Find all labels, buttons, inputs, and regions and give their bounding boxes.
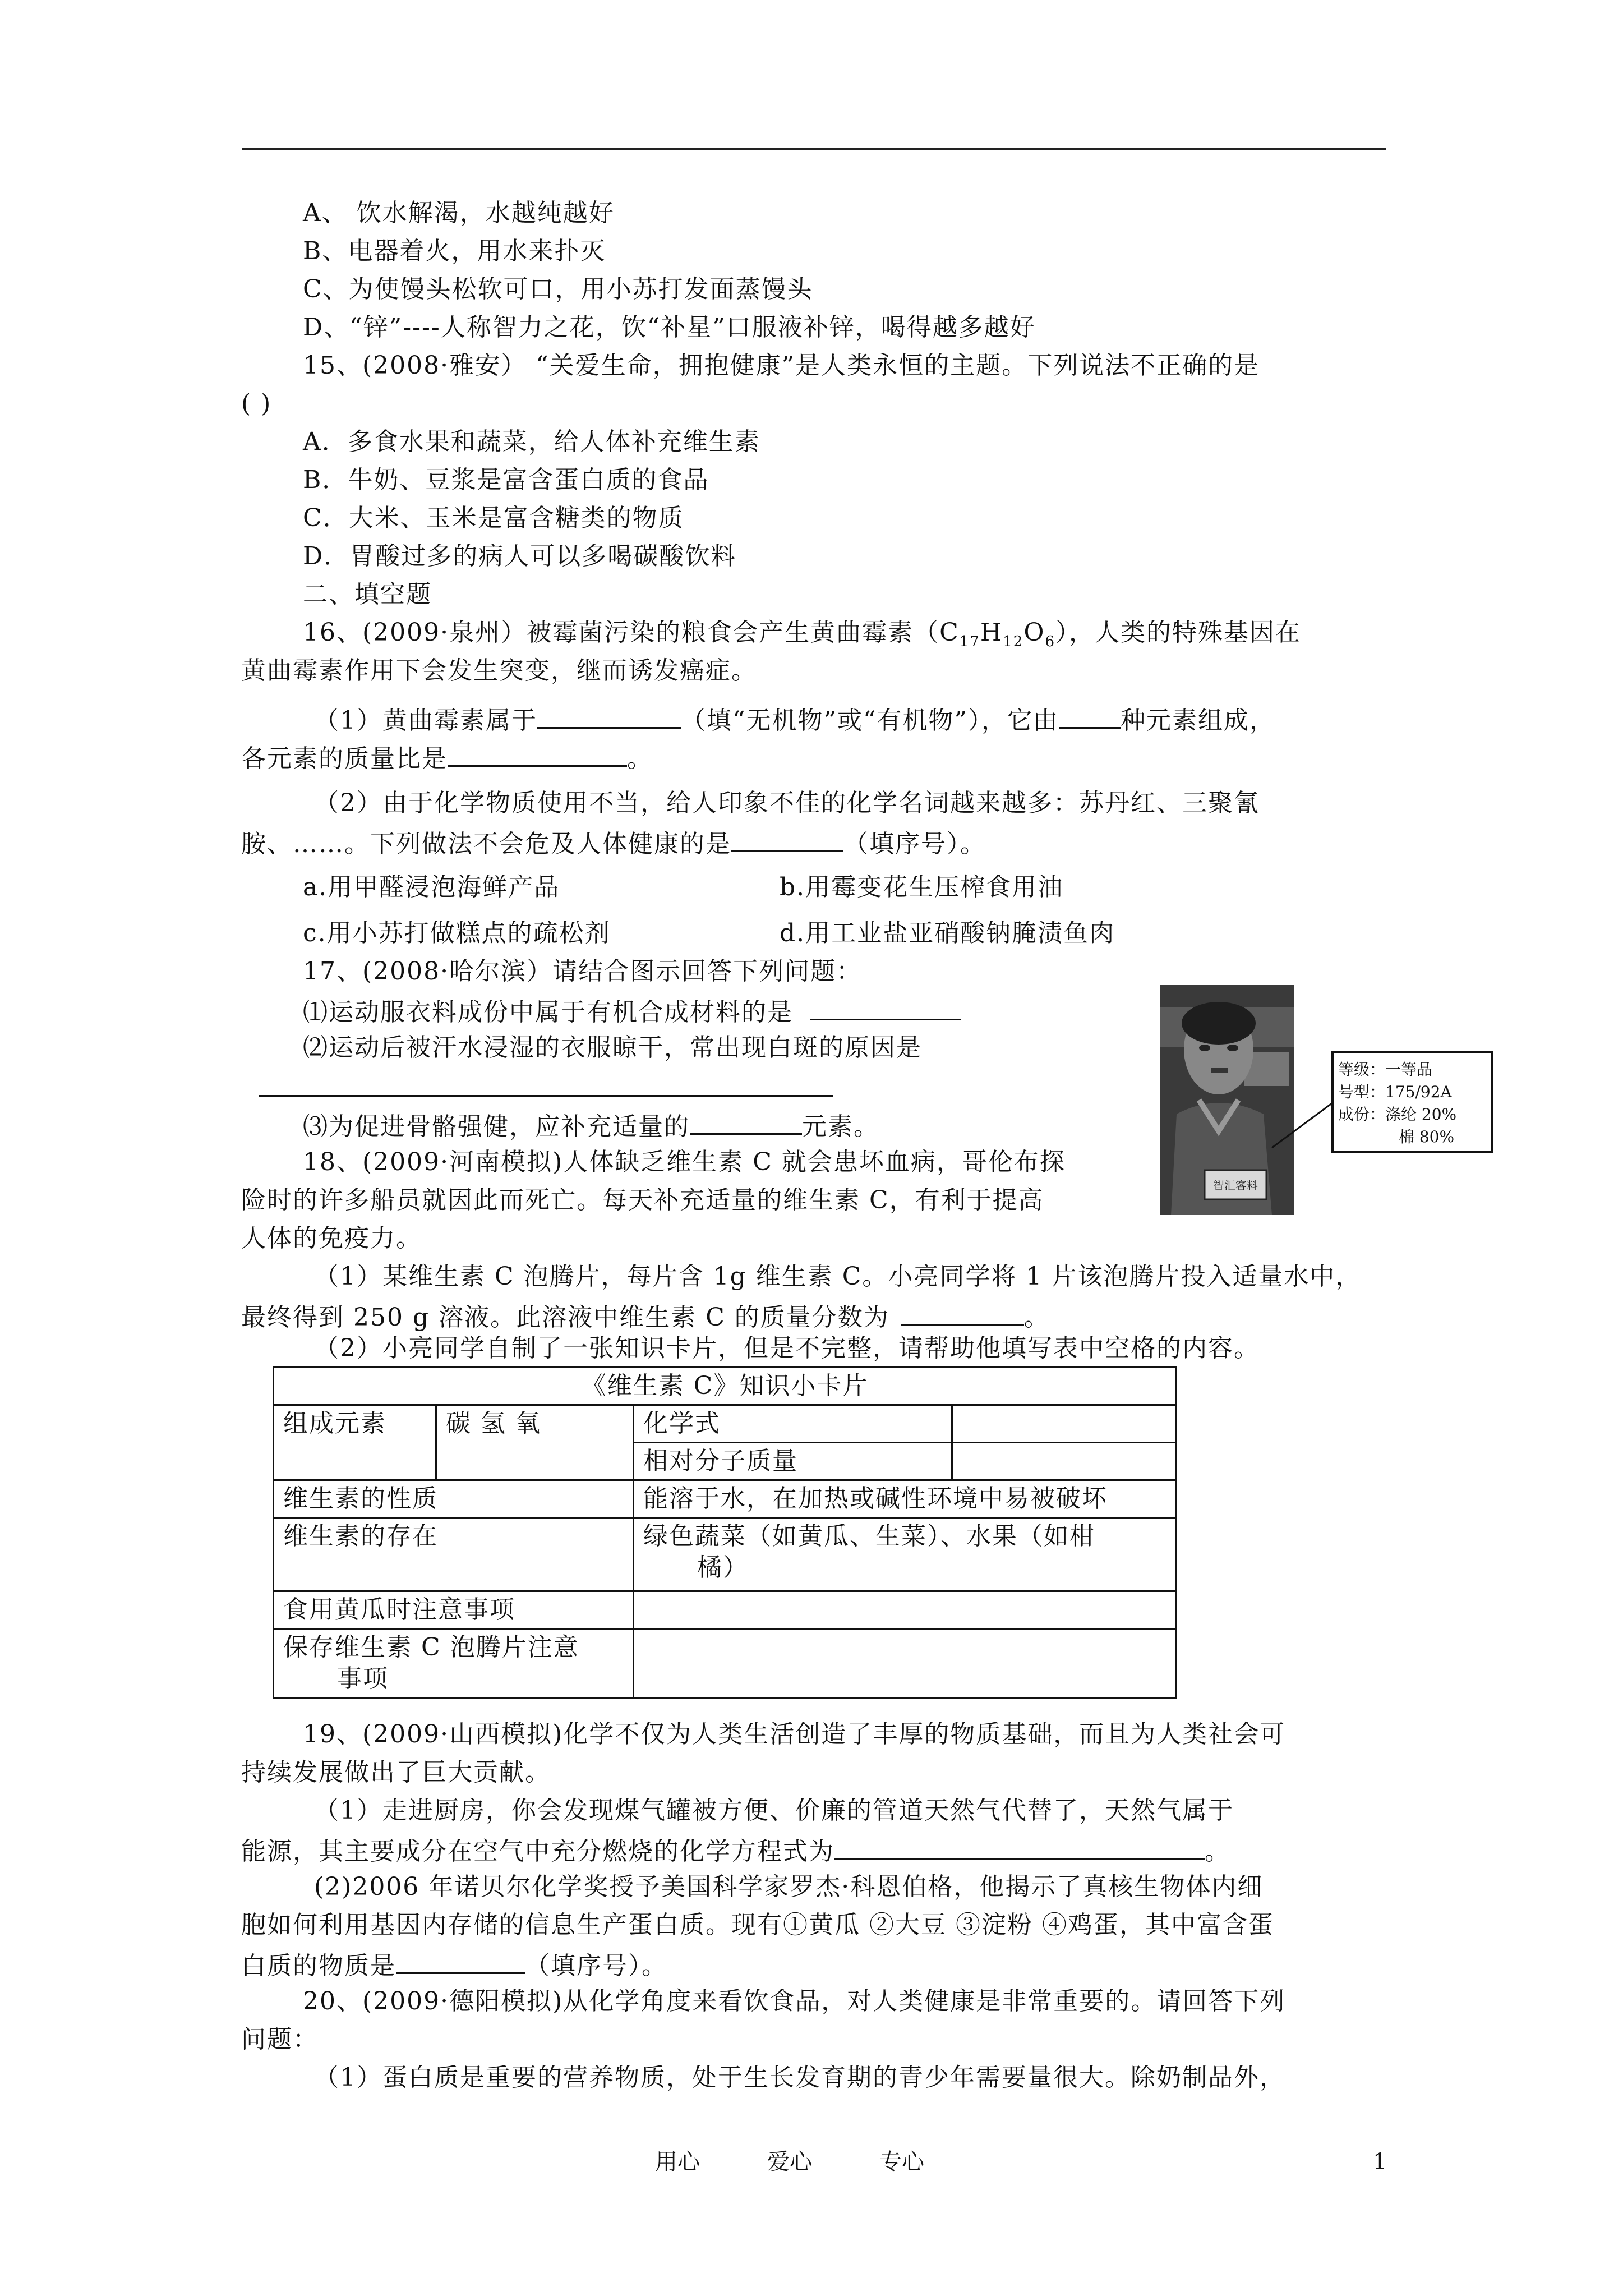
- q18-line1: 18、(2009·河南模拟)人体缺乏维生素 C 就会患坏血病，哥伦布探: [303, 1148, 1066, 1176]
- footer-slogan-1: 用心: [655, 2149, 700, 2175]
- q18-line2: 险时的许多船员就因此而死亡。每天补充适量的维生素 C，有利于提高: [241, 1186, 1044, 1214]
- svg-text:等级：一等品: 等级：一等品: [1338, 1060, 1433, 1079]
- formula-label: 化学式: [634, 1405, 952, 1443]
- q20-line2: 问题：: [241, 2025, 319, 2054]
- molecular-mass-answer-cell[interactable]: [952, 1443, 1177, 1480]
- q19-line2: 持续发展做出了巨大贡献。: [241, 1758, 551, 1787]
- q15-option-c: C．大米、玉米是富含糖类的物质: [303, 504, 684, 532]
- header-rule: [242, 148, 1386, 150]
- row-label-elements: 组成元素: [274, 1405, 436, 1480]
- q15-option-a: A．多食水果和蔬菜，给人体补充维生素: [303, 427, 760, 456]
- table-row: [274, 1480, 1177, 1518]
- sportswear-photo: [1160, 985, 1495, 1215]
- q18-part1: （1）某维生素 C 泡腾片，每片含 1g 维生素 C。小亮同学将 1 片该泡腾片投入适量水中，: [314, 1262, 1362, 1291]
- properties-value: 能溶于水，在加热或碱性环境中易被破坏: [634, 1480, 1177, 1518]
- cucumber-answer-cell[interactable]: [634, 1591, 1177, 1629]
- row-label-properties: 维生素的性质: [274, 1480, 634, 1518]
- svg-text:成份：涤纶 20%: 成份：涤纶 20%: [1338, 1105, 1457, 1124]
- q19-part2-cont: 胞如何利用基因内存储的信息生产蛋白质。现有①黄瓜 ②大豆 ③淀粉 ④鸡蛋，其中富含蛋: [241, 1911, 1274, 1939]
- q16-choice-b: b.用霉变花生压榨食用油: [780, 873, 1064, 901]
- q17-part3: ⑶为促进骨骼强健，应补充适量的 元素。: [303, 1107, 879, 1144]
- table-row: [274, 1591, 1177, 1629]
- option-a: A、 饮水解渴，水越纯越好: [303, 199, 615, 227]
- q20-part1: （1）蛋白质是重要的营养物质，处于生长发育期的青少年需要量很大。除奶制品外，: [314, 2063, 1285, 2092]
- page-number: 1: [1373, 2149, 1387, 2175]
- footer-slogan-2: 爱心: [767, 2149, 812, 2175]
- q18-part1-cont: 最终得到 250 g 溶液。此溶液中维生素 C 的质量分数为 。: [241, 1298, 1050, 1335]
- storage-answer-cell[interactable]: [634, 1629, 1177, 1698]
- q16-choice-a: a.用甲醛浸泡海鲜产品: [303, 873, 560, 901]
- answer-blank[interactable]: [834, 1832, 1205, 1860]
- q16-part2-cont: 胺、……。下列做法不会危及人体健康的是 （填序号）。: [241, 825, 986, 861]
- row-label-cucumber: 食用黄瓜时注意事项: [274, 1591, 634, 1629]
- q18-line3: 人体的免疫力。: [241, 1224, 422, 1253]
- q18-part2: （2）小亮同学自制了一张知识卡片，但是不完整，请帮助他填写表中空格的内容。: [314, 1334, 1260, 1363]
- answer-blank[interactable]: [731, 825, 843, 852]
- q16-part2: （2）由于化学物质使用不当，给人印象不佳的化学名词越来越多：苏丹红、三聚氰: [314, 789, 1260, 817]
- q15-option-b: B．牛奶、豆浆是富含蛋白质的食品: [303, 466, 709, 494]
- answer-blank[interactable]: [810, 993, 961, 1020]
- svg-text:号型：175/92A: 号型：175/92A: [1338, 1083, 1452, 1101]
- table-row: [274, 1518, 1177, 1591]
- q19-part1: （1）走进厨房，你会发现煤气罐被方便、价廉的管道天然气代替了，天然气属于: [314, 1796, 1234, 1825]
- footer-slogan-3: 专心: [879, 2149, 924, 2175]
- table-row: [274, 1405, 1177, 1443]
- answer-blank[interactable]: [448, 739, 627, 767]
- table-row: [274, 1629, 1177, 1698]
- q20-line1: 20、(2009·德阳模拟)从化学角度来看饮食品，对人类健康是非常重要的。请回答下列: [303, 1987, 1286, 2016]
- q16-choice-c: c.用小苏打做糕点的疏松剂: [303, 919, 611, 947]
- q16-line2: 黄曲霉素作用下会发生突变，继而诱发癌症。: [241, 656, 757, 685]
- q17-part1: ⑴运动服衣料成份中属于有机合成材料的是: [303, 993, 961, 1029]
- table-row: [274, 1368, 1177, 1405]
- q17-stem: 17、(2008·哈尔滨）请结合图示回答下列问题：: [303, 957, 863, 986]
- q19-part1-cont: 能源，其主要成分在空气中充分燃烧的化学方程式为 。: [241, 1832, 1230, 1869]
- q15-stem: 15、(2008·雅安） “关爱生命，拥抱健康”是人类永恒的主题。下列说法不正确的是: [303, 351, 1260, 380]
- answer-blank[interactable]: [690, 1107, 802, 1135]
- answer-blank[interactable]: [396, 1947, 525, 1974]
- q15-answer-paren: ( ): [241, 389, 272, 418]
- vitamin-c-card-table: [273, 1366, 1177, 1699]
- svg-text:智汇客料: 智汇客料: [1213, 1179, 1258, 1192]
- answer-blank[interactable]: [901, 1298, 1024, 1326]
- card-title: 《维生素 C》知识小卡片: [274, 1368, 1177, 1405]
- q16-part1: （1）黄曲霉素属于 （填“无机物”或“有机物”），它由 种元素组成，: [314, 701, 1275, 738]
- q16-line1: 16、(2009·泉州）被霉菌污染的粮食会产生黄曲霉素$(C_{17}H_{12}O_6)$，人类的特殊基因在: [303, 618, 1301, 650]
- answer-blank[interactable]: [1059, 701, 1121, 729]
- molecular-mass-label: 相对分子质量: [634, 1443, 952, 1480]
- option-b: B、电器着火，用水来扑灭: [303, 237, 606, 265]
- option-c: C、为使馒头松软可口，用小苏打发面蒸馒头: [303, 275, 813, 303]
- q19-part2-cont2: 白质的物质是 （填序号）。: [241, 1947, 667, 1983]
- q16-choice-d: d.用工业盐亚硝酸钠腌渍鱼肉: [780, 919, 1115, 947]
- q17-part2: ⑵运动后被汗水浸湿的衣服晾干，常出现白斑的原因是: [303, 1033, 922, 1062]
- existence-value: 绿色蔬菜（如黄瓜、生菜）、水果（如柑 橘）: [634, 1518, 1177, 1591]
- elements-value: 碳 氢 氧: [436, 1405, 634, 1480]
- q17-part2-blank-line: [259, 1069, 833, 1106]
- q15-option-d: D．胃酸过多的病人可以多喝碳酸饮料: [303, 542, 737, 570]
- answer-blank[interactable]: [259, 1069, 833, 1097]
- row-label-existence: 维生素的存在: [274, 1518, 634, 1591]
- option-d: D、“锌”----人称智力之花，饮“补星”口服液补锌，喝得越多越好: [303, 313, 1036, 342]
- answer-blank[interactable]: [537, 701, 681, 729]
- q19-part2: (2)2006 年诺贝尔化学奖授予美国科学家罗杰·科恩伯格，他揭示了真核生物体内细: [314, 1872, 1264, 1901]
- formula-answer-cell[interactable]: [952, 1405, 1177, 1443]
- section-heading: 二、填空题: [303, 580, 432, 609]
- row-label-storage: 保存维生素 C 泡腾片注意 事项: [274, 1629, 634, 1698]
- svg-text:棉 80%: 棉 80%: [1399, 1128, 1455, 1146]
- q19-line1: 19、(2009·山西模拟)化学不仅为人类生活创造了丰厚的物质基础，而且为人类社会可: [303, 1720, 1286, 1749]
- q16-part1-cont: 各元素的质量比是 。: [241, 739, 653, 776]
